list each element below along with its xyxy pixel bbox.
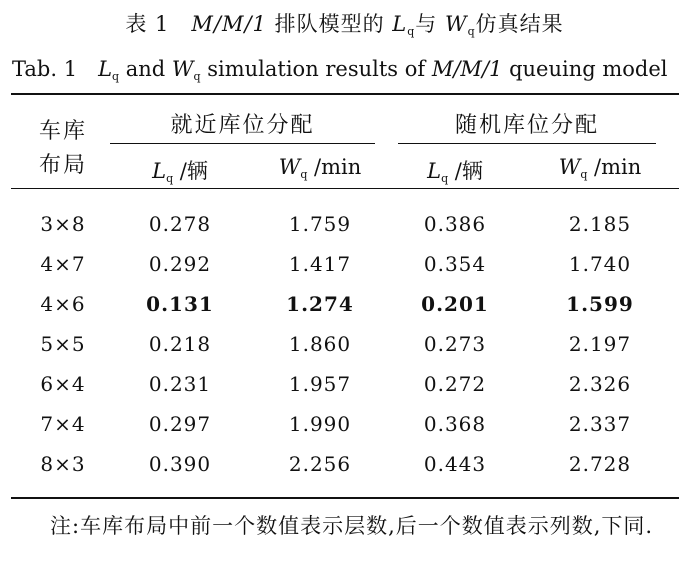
title-en-l-sub: q — [112, 70, 120, 83]
cell-rand-l: 0.368 — [423, 412, 487, 436]
title-cn-model: M/M/1 — [191, 12, 267, 36]
cell-rand-w: 1.740 — [568, 252, 632, 276]
title-en-w-sub: q — [193, 70, 201, 83]
col-rand-w-symbol: W — [558, 155, 581, 179]
title-en-model: M/M/1 — [431, 57, 503, 81]
col-near-l-sub: q — [166, 172, 174, 185]
title-cn-suffix: 仿真结果 — [475, 12, 564, 36]
col-near-l-unit: /辆 — [179, 159, 208, 183]
col-header-rand-w — [545, 155, 655, 181]
cell-near-l: 0.218 — [148, 332, 212, 356]
table-title-cn — [0, 8, 689, 38]
table-row — [0, 212, 689, 242]
title-cn-mid1: 排队模型的 — [266, 12, 393, 36]
col-rand-l-sub: q — [441, 172, 449, 185]
cell-near-l: 0.131 — [146, 292, 214, 316]
header-row-label-1: 车库 — [38, 119, 87, 144]
cell-near-w: 1.759 — [288, 212, 352, 236]
cell-near-w: 1.990 — [288, 412, 352, 436]
cell-near-w: 1.417 — [288, 252, 352, 276]
col-header-near-l — [130, 155, 230, 185]
title-cn-l-sub: q — [407, 25, 416, 38]
col-rand-w-unit: /min — [594, 155, 642, 179]
title-en-suffix: queuing model — [502, 57, 668, 81]
cell-near-l: 0.231 — [148, 372, 212, 396]
col-rand-w-sub: q — [580, 168, 588, 181]
cell-near-w: 1.957 — [288, 372, 352, 396]
cell-rand-l: 0.354 — [423, 252, 487, 276]
cell-layout: 3×8 — [40, 212, 86, 236]
cell-layout: 5×5 — [40, 332, 86, 356]
table-top-rule — [11, 93, 679, 95]
cell-layout: 4×7 — [40, 252, 86, 276]
table-row — [0, 372, 689, 402]
title-cn-prefix: 表 1 — [125, 12, 192, 36]
table-header-rule — [11, 188, 679, 189]
cell-layout: 4×6 — [40, 292, 86, 316]
cell-rand-w: 1.599 — [566, 292, 634, 316]
table-row — [0, 452, 689, 482]
title-en-w: W — [171, 57, 194, 81]
cell-rand-w: 2.185 — [568, 212, 632, 236]
cell-near-l: 0.278 — [148, 212, 212, 236]
col-header-near-w — [265, 155, 375, 181]
header-group-nearest: 就近库位分配 — [170, 113, 315, 138]
header-group-random: 随机库位分配 — [454, 113, 599, 138]
col-near-l-symbol: L — [152, 159, 167, 183]
col-near-w-sub: q — [300, 168, 308, 181]
table-bottom-rule — [11, 497, 679, 499]
cell-rand-w: 2.197 — [568, 332, 632, 356]
cell-near-w: 1.274 — [286, 292, 354, 316]
title-cn-l: L — [392, 12, 408, 36]
title-cn-w: W — [444, 12, 468, 36]
cell-rand-l: 0.386 — [423, 212, 487, 236]
col-rand-l-unit: /辆 — [454, 159, 483, 183]
header-row-label-2: 布局 — [38, 153, 87, 178]
cell-rand-l: 0.273 — [423, 332, 487, 356]
col-header-rand-l — [405, 155, 505, 185]
title-en-mid2: simulation results of — [200, 57, 432, 81]
cell-near-w: 1.860 — [288, 332, 352, 356]
col-near-w-unit: /min — [314, 155, 362, 179]
table-row — [0, 332, 689, 362]
title-en-l: L — [98, 57, 113, 81]
table-title-en — [12, 53, 668, 83]
title-en-mid1: and — [119, 57, 172, 81]
cell-rand-l: 0.272 — [423, 372, 487, 396]
cell-near-l: 0.390 — [148, 452, 212, 476]
table-row — [0, 412, 689, 442]
cell-near-l: 0.297 — [148, 412, 212, 436]
cell-rand-w: 2.337 — [568, 412, 632, 436]
title-cn-mid2: 与 — [415, 12, 445, 36]
cell-near-w: 2.256 — [288, 452, 352, 476]
cell-rand-w: 2.728 — [568, 452, 632, 476]
group-rule-nearest — [110, 143, 375, 144]
table-row-highlighted — [0, 292, 689, 322]
cell-rand-l: 0.443 — [423, 452, 487, 476]
table-row — [0, 252, 689, 282]
group-rule-random — [398, 143, 656, 144]
col-rand-l-symbol: L — [427, 159, 442, 183]
cell-rand-w: 2.326 — [568, 372, 632, 396]
cell-rand-l: 0.201 — [421, 292, 489, 316]
cell-layout: 6×4 — [40, 372, 86, 396]
table-footnote: 注:车库布局中前一个数值表示层数,后一个数值表示列数,下同. — [50, 514, 654, 538]
cell-layout: 7×4 — [40, 412, 86, 436]
title-en-prefix: Tab. 1 — [12, 57, 99, 81]
col-near-w-symbol: W — [278, 155, 301, 179]
cell-layout: 8×3 — [40, 452, 86, 476]
title-cn-w-sub: q — [467, 25, 476, 38]
cell-near-l: 0.292 — [148, 252, 212, 276]
